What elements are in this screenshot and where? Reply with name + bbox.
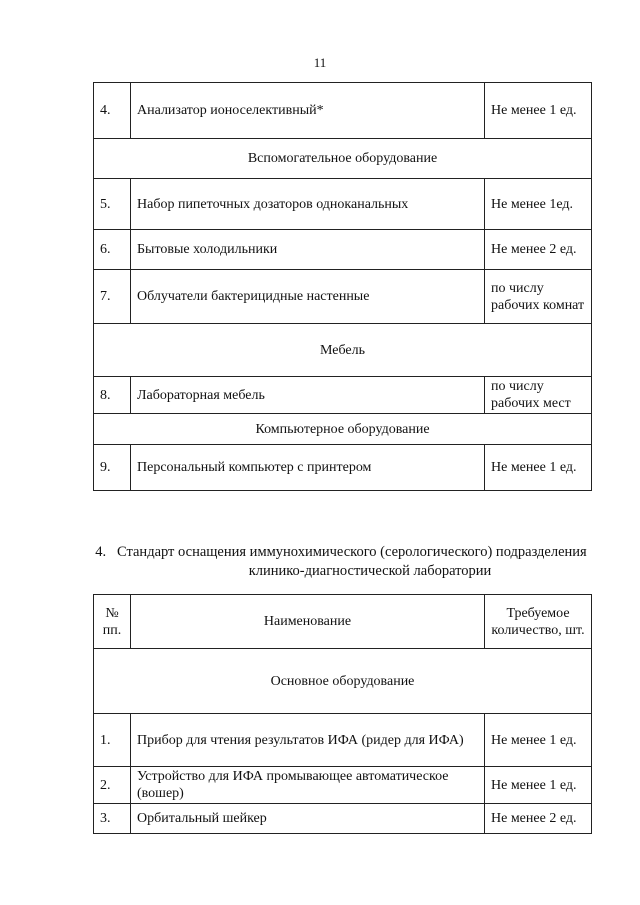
row-number: 3. [94,804,131,834]
row-number: 7. [94,270,131,324]
column-header-number: № пп. [94,595,131,649]
item-name: Устройство для ИФА промывающее автоматическое (вошер) [131,767,485,804]
table-row [94,179,592,230]
item-name: Набор пипеточных дозаторов одноканальных [131,179,485,230]
item-quantity: Не менее 1 ед. [485,83,592,139]
item-quantity: Не менее 1 ед. [485,714,592,767]
item-name: Облучатели бактерицидные настенные [131,270,485,324]
table-header-row [94,595,592,649]
equipment-table-continued [93,82,592,491]
item-name: Бытовые холодильники [131,230,485,270]
table-row [94,445,592,491]
item-name: Орбитальный шейкер [131,804,485,834]
table-row [94,714,592,767]
row-number: 8. [94,377,131,414]
column-header-quantity: Требуемое количество, шт. [485,595,592,649]
table-row [94,270,592,324]
item-quantity: Не менее 2 ед. [485,804,592,834]
section-title: Компьютерное оборудование [94,414,592,445]
item-name: Лабораторная мебель [131,377,485,414]
row-number: 6. [94,230,131,270]
table-row [94,767,592,804]
section-number: 4. [95,544,107,560]
item-quantity: Не менее 1 ед. [485,445,592,491]
section-row [94,139,592,179]
table-row [94,83,592,139]
item-name: Анализатор ионоселективный* [131,83,485,139]
item-name: Персональный компьютер с принтером [131,445,485,491]
item-quantity: Не менее 2 ед. [485,230,592,270]
page-number: 11 [313,55,327,70]
table-row [94,377,592,414]
section-row [94,414,592,445]
row-number: 1. [94,714,131,767]
column-header-name: Наименование [131,595,485,649]
item-quantity: Не менее 1ед. [485,179,592,230]
item-name: Прибор для чтения результатов ИФА (ридер для ИФА) [131,714,485,767]
row-number: 4. [94,83,131,139]
section-title: Основное оборудование [94,649,592,714]
section-row [94,324,592,377]
section-title: Мебель [94,324,592,377]
item-quantity: Не менее 1 ед. [485,767,592,804]
section-title: Вспомогательное оборудование [94,139,592,179]
table-row [94,804,592,834]
row-number: 5. [94,179,131,230]
section-row [94,649,592,714]
table-row [94,230,592,270]
row-number: 9. [94,445,131,491]
section-heading-line-2: клинико-диагностической лаборатории [248,563,492,579]
row-number: 2. [94,767,131,804]
immunochemical-equipment-table [93,594,592,834]
section-title-part-1: Стандарт оснащения иммунохимического (серологического) подразделения [117,544,587,560]
item-quantity: по числу рабочих мест [485,377,592,414]
section-heading-line-1 [60,543,600,562]
item-quantity: по числу рабочих комнат [485,270,592,324]
section-heading [60,543,600,581]
